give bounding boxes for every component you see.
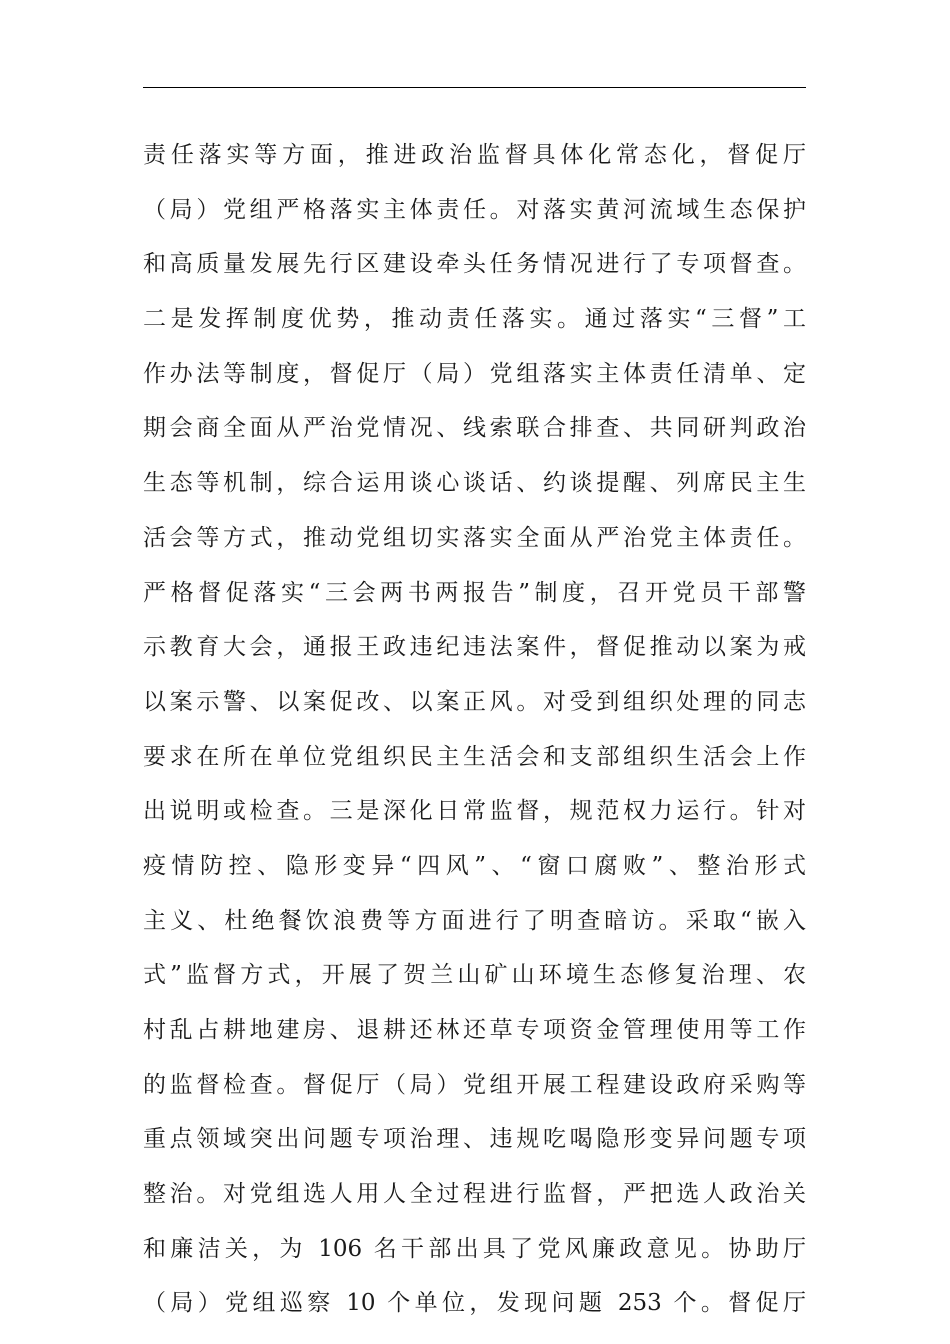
text-line: 主义、杜绝餐饮浪费等方面进行了明查暗访。采取“嵌入 [143,907,806,934]
text-line: 二是发挥制度优势，推动责任落实。通过落实“三督”工 [143,306,806,333]
text-line: 活会等方式，推动党组切实落实全面从严治党主体责任。 [143,524,806,551]
text-line: 和高质量发展先行区建设牵头任务情况进行了专项督查。 [143,251,806,278]
text-line: 整治。对党组选人用人全过程进行监督，严把选人政治关 [143,1181,806,1208]
body-text [143,128,806,1331]
text-line: 生态等机制，综合运用谈心谈话、约谈提醒、列席民主生 [143,470,806,497]
text-line: 要求在所在单位党组织民主生活会和支部组织生活会上作 [143,743,806,770]
text-line: 式”监督方式，开展了贺兰山矿山环境生态修复治理、农 [143,962,806,989]
header-rule [143,87,806,88]
text-line: 村乱占耕地建房、退耕还林还草专项资金管理使用等工作 [143,1017,806,1043]
text-line: 以案示警、以案促改、以案正风。对受到组织处理的同志 [143,688,806,715]
text-line: 和廉洁关，为 106 名干部出具了党风廉政意见。协助厅 [143,1235,806,1262]
text-line: （局）党组巡察 10 个单位，发现问题 253 个。督促厅 [143,1290,806,1317]
text-line: 示教育大会，通报王政违纪违法案件，督促推动以案为戒 [143,634,806,661]
text-line: （局）党组严格落实主体责任。对落实黄河流域生态保护 [143,196,806,223]
text-line: 出说明或检查。三是深化日常监督，规范权力运行。针对 [143,798,806,825]
text-line: 的监督检查。督促厅（局）党组开展工程建设政府采购等 [143,1071,806,1098]
text-line: 期会商全面从严治党情况、线索联合排查、共同研判政治 [143,415,806,442]
text-line: 责任落实等方面，推进政治监督具体化常态化，督促厅 [143,142,806,168]
text-line: 作办法等制度，督促厅（局）党组落实主体责任清单、定 [143,360,806,387]
text-line: 疫情防控、隐形变异“四风”、“窗口腐败”、整治形式 [143,852,806,879]
text-line: 重点领域突出问题专项治理、违规吃喝隐形变异问题专项 [143,1126,806,1153]
text-line: 严格督促落实“三会两书两报告”制度，召开党员干部警 [143,579,806,606]
